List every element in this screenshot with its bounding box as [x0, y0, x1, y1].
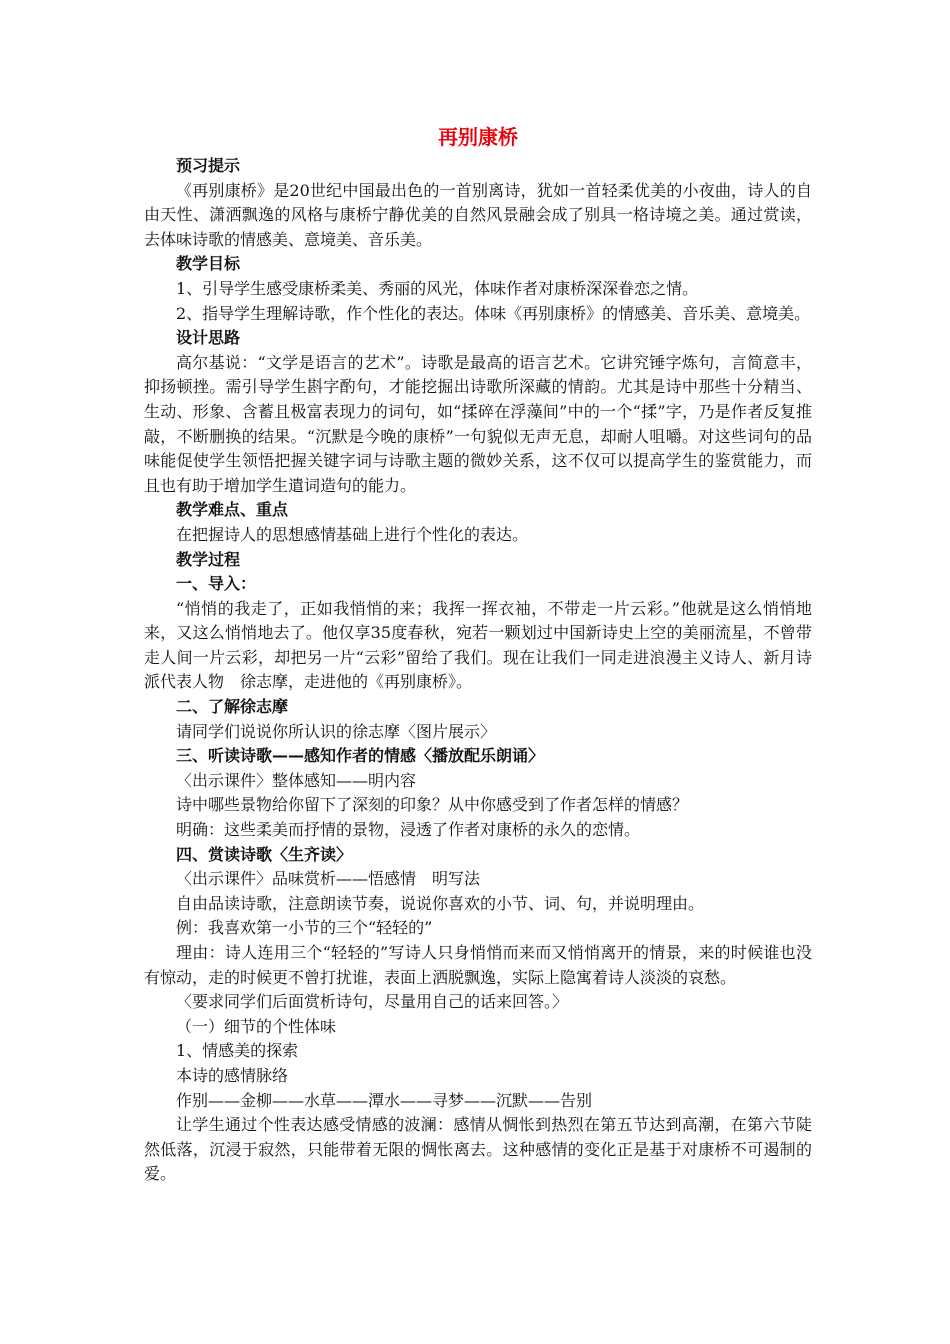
document-body: [144, 122, 812, 1187]
preview-text: 《再别康桥》是20世纪中国最出色的一首别离诗，犹如一首轻柔优美的小夜曲，诗人的自由天性、潇洒飘逸的风格与康桥宁静优美的自然风景融会成了别具一格诗境之美。通过赏读，去体味诗歌的情感美、意境美、音乐美。: [144, 180, 812, 249]
subsection-text: 作别——金柳——水草——潭水——寻梦——沉默——告别: [176, 1090, 593, 1110]
subsection-heading: （一）细节的个性体味: [176, 1016, 337, 1036]
goal-item: 2、指导学生理解诗歌，作个性化的表达。体味《再别康桥》的情感美、音乐美、意境美。: [176, 303, 811, 323]
page-title: 再别康桥: [438, 125, 518, 149]
preview-heading: 预习提示: [176, 156, 241, 175]
goal-item: 1、引导学生感受康桥柔美、秀丽的风光，体味作者对康桥深深眷恋之情。: [176, 278, 699, 298]
step-text: 〈出示课件〉品味赏析——悟感情 明写法: [176, 869, 481, 889]
step-heading: 三、听读诗歌——感知作者的情感〈播放配乐朗诵〉: [176, 746, 545, 766]
step-heading: 二、了解徐志摩: [176, 697, 289, 717]
design-heading: 设计思路: [176, 328, 241, 348]
step-heading: 一、导入：: [176, 574, 257, 594]
step-text: 诗中哪些景物给你留下了深刻的印象？从中你感受到了作者怎样的情感？: [176, 795, 689, 815]
step-text: 〈要求同学们后面赏析诗句，尽量用自己的话来回答。〉: [176, 992, 569, 1012]
step-text: 明确：这些柔美而抒情的景物，浸透了作者对康桥的永久的恋情。: [176, 820, 641, 840]
step-text: 自由品读诗歌，注意朗读节奏，说说你喜欢的小节、词、句，并说明理由。: [176, 893, 705, 913]
design-text: 高尔基说：“文学是语言的艺术”。诗歌是最高的语言艺术。它讲究锤字炼句，言简意丰，抑扬顿挫。需引导学生斟字酌句，才能挖掘出诗歌所深藏的情韵。尤其是诗中那些十分精当、生动、形象、含蓄且极富表现力的词句，如“揉碎在浮藻间”中的一个“揉”字，乃是作者反复推敲，不断删换的结果。“沉默是今晚的康桥”一句貌似无声无息，却耐人咀嚼。对这些词句的品味能促使学生领悟把握关键字词与诗歌主题的微妙关系，这不仅可以提高学生的鉴赏能力，而且也有助于增加学生遣词造句的能力。: [144, 352, 812, 495]
goals-heading: 教学目标: [176, 254, 241, 274]
subsection-text: 本诗的感情脉络: [176, 1065, 289, 1085]
step-text: 理由：诗人连用三个“轻轻的”写诗人只身悄悄而来而又悄悄离开的情景，来的时候谁也没有惊动，走的时候更不曾打扰谁，表面上洒脱飘逸，实际上隐寓着诗人淡淡的哀愁。: [144, 943, 812, 987]
step-heading: 四、赏读诗歌〈生齐读〉: [176, 844, 353, 864]
subsection-text: 让学生通过个性表达感受情感的波澜：感情从惆怅到热烈在第五节达到高潮，在第六节陡然低落，沉浸于寂然，只能带着无限的惆怅离去。这种感情的变化正是基于对康桥不可遏制的爱。: [144, 1115, 812, 1184]
step-text: “悄悄的我走了，正如我悄悄的来；我挥一挥衣袖，不带走一片云彩。”他就是这么悄悄地来，又这么悄悄地去了。他仅享35度春秋，宛若一颗划过中国新诗史上空的美丽流星，不曾带走人间一片云彩，却把另一片“云彩”留给了我们。现在让我们一同走进浪漫主义诗人、新月诗派代表人物 徐志摩，走进他的《再别康桥》。: [144, 598, 812, 692]
process-heading: 教学过程: [176, 549, 241, 569]
step-text: 〈出示课件〉整体感知——明内容: [176, 770, 417, 790]
step-text: 例：我喜欢第一小节的三个“轻轻的”: [176, 918, 433, 938]
difficulty-text: 在把握诗人的思想感情基础上进行个性化的表达。: [176, 524, 529, 544]
subsection-item: 1、情感美的探索: [176, 1041, 299, 1061]
difficulty-heading: 教学难点、重点: [176, 500, 289, 520]
step-text: 请同学们说说你所认识的徐志摩〈图片展示〉: [176, 721, 497, 741]
